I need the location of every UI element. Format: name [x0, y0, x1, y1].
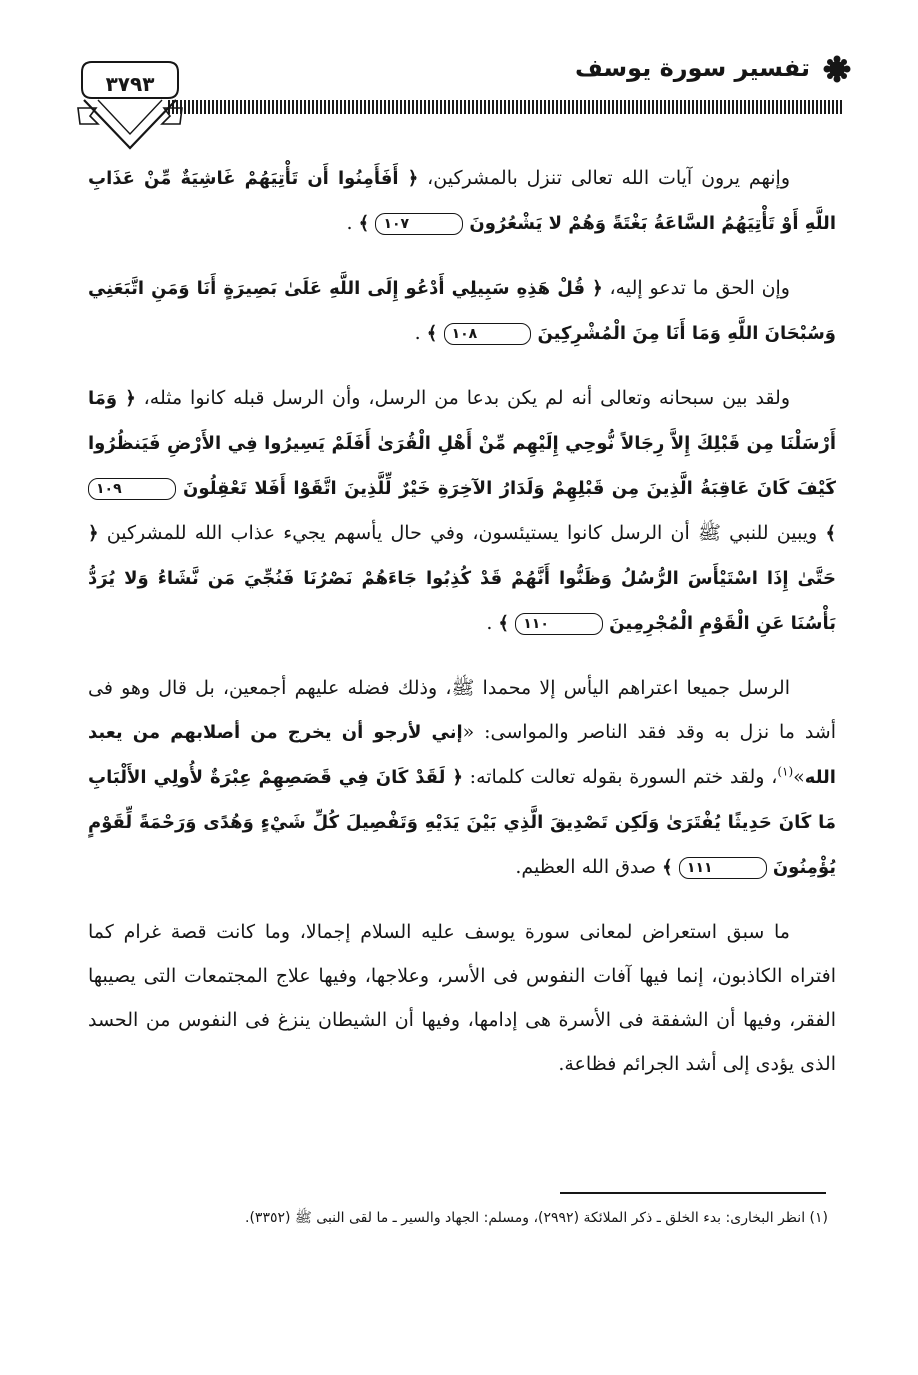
paragraph [88, 156, 836, 246]
text-run: ولقد بين سبحانه وتعالى أنه لم يكن بدعا من الرسل، وأن الرسل قبله كانوا مثله، [135, 387, 790, 409]
quran-verse: ﴾ [426, 323, 444, 344]
page-number: ٣٧٩٣ [105, 72, 155, 96]
text-run: الرسل جميعا اعتراهم اليأس إلا محمدا ﷺ، وذلك فضله عليهم أجمعين، بل قال وهو فى أشد ما نزل به وقد فقد الناصر والمواسى: « [88, 677, 836, 743]
quran-verse: ﴿ أَفَأَمِنُوا أَن تَأْتِيَهُمْ غَاشِيَةٌ مِّنْ عَذَابِ اللَّهِ أَوْ تَأْتِيَهُمُ السَّاعَةُ بَغْتَةً وَهُمْ لا يَشْعُرُونَ [88, 168, 836, 234]
text-run: ، ولقد ختم السورة بقوله تعالت كلماته: [462, 766, 778, 788]
quran-verse: ﴾ [825, 523, 836, 544]
quran-verse: ﴿ قُلْ هَذِهِ سَبِيلِي أَدْعُو إِلَى اللَّهِ عَلَىٰ بَصِيرَةٍ أَنَا وَمَنِ اتَّبَعَنِي وَسُبْحَانَ اللَّهِ وَمَا أَنَا مِنَ الْمُشْرِكِينَ [88, 278, 836, 344]
footnote-reference: (١) [777, 764, 794, 779]
quran-verse: ﴿ حَتَّىٰ إِذَا اسْتَيْأَسَ الرُّسُلُ وَظَنُّوا أَنَّهُمْ قَدْ كُذِبُوا جَاءَهُمْ نَصْرُنَا فَنُجِّيَ مَن نَّشَاءُ وَلا يُرَدُّ بَأْسُنَا عَنِ الْقَوْمِ الْمُجْرِمِينَ [88, 523, 836, 634]
text-run: ويبين للنبي ﷺ أن الرسل كانوا يستيئسون، وفي حال يأسهم يجيء عذاب الله للمشركين [98, 522, 826, 544]
footnote-divider [560, 1192, 826, 1194]
verse-number-marker: ١١١ [679, 857, 767, 879]
text-run: . [346, 212, 359, 234]
verse-number-marker: ١٠٩ [88, 478, 176, 500]
quran-verse: ﴿ لَقَدْ كَانَ فِي قَصَصِهِمْ عِبْرَةٌ لأُولِي الأَلْبَابِ مَا كَانَ حَدِيثًا يُفْتَرَىٰ وَلَكِن تَصْدِيقَ الَّذِي بَيْنَ يَدَيْهِ وَتَفْصِيلَ كُلِّ شَيْءٍ وَهُدًى وَرَحْمَةً لِّقَوْمٍ يُؤْمِنُونَ [88, 767, 836, 878]
text-run: صدق الله العظيم. [515, 856, 663, 878]
text-run: . [414, 322, 427, 344]
text-run: . [486, 612, 499, 634]
quran-verse: ﴾ [662, 857, 679, 878]
paragraph [88, 666, 836, 890]
text-run: ما سبق استعراض لمعانى سورة يوسف عليه السلام إجمالا، وما كانت قصة غرام كما افتراه الكاذبون، إنما فيها آفات النفوس فى الأسر، وعلاجها، وفيها علاج المجتمعات التى يصيبها الفقر، وفيها أن الشفقة فى الأسرة هى إدامها، وفيها أن الشيطان ينزغ فى النفوس من الحسد الذى يؤدى إلى أشد الجرائم فظاعة. [88, 921, 836, 1075]
text-run: وإنهم يرون آيات الله تعالى تنزل بالمشركين، [418, 167, 790, 189]
paragraph [88, 266, 836, 356]
page-header [0, 0, 918, 150]
hadith-quote: إني لأرجو أن يخرج من أصلابهم من يعبد الله [88, 722, 836, 788]
verse-number-marker: ١١٠ [515, 613, 603, 635]
running-title: تفسير سورة يوسف [574, 54, 810, 82]
text-run: » [793, 766, 805, 788]
body-text [88, 156, 836, 1106]
text-run: وإن الحق ما تدعو إليه، [602, 277, 790, 299]
verse-number-marker: ١٠٧ [375, 213, 463, 235]
footnote: (١) انظر البخارى: بدء الخلق ـ ذكر الملائكة (٢٩٩٢)، ومسلم: الجهاد والسير ـ ما لقى النبى ﷺ (٣٣٥٢). [245, 1210, 828, 1226]
quran-verse: ﴿ وَمَا أَرْسَلْنَا مِن قَبْلِكَ إِلاَّ رِجَالاً نُّوحِي إِلَيْهِم مِّنْ أَهْلِ الْقُرَىٰ أَفَلَمْ يَسِيرُوا فِي الأَرْضِ فَيَنظُرُوا كَيْفَ كَانَ عَاقِبَةُ الَّذِينَ مِن قَبْلِهِمْ وَلَدَارُ الآخِرَةِ خَيْرٌ لِّلَّذِينَ اتَّقَوْا أَفَلا تَعْقِلُونَ [88, 388, 836, 499]
quran-verse: ﴾ [498, 613, 516, 634]
paragraph [88, 910, 836, 1086]
paragraph [88, 376, 836, 646]
quran-verse: ﴾ [358, 213, 376, 234]
verse-number-marker: ١٠٨ [444, 323, 532, 345]
header-rule-band [168, 100, 842, 114]
flower-ornament-icon [822, 54, 852, 84]
